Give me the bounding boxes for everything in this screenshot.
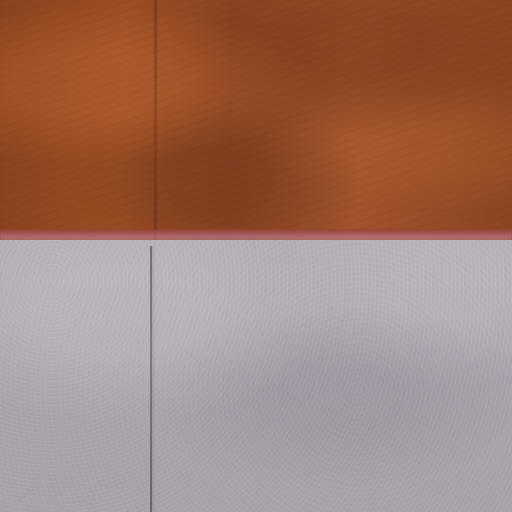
gray-textured-panel [0, 240, 512, 512]
lower-vertical-seam [150, 246, 152, 512]
rust-textured-panel [0, 0, 512, 240]
upper-vertical-seam [154, 0, 157, 245]
